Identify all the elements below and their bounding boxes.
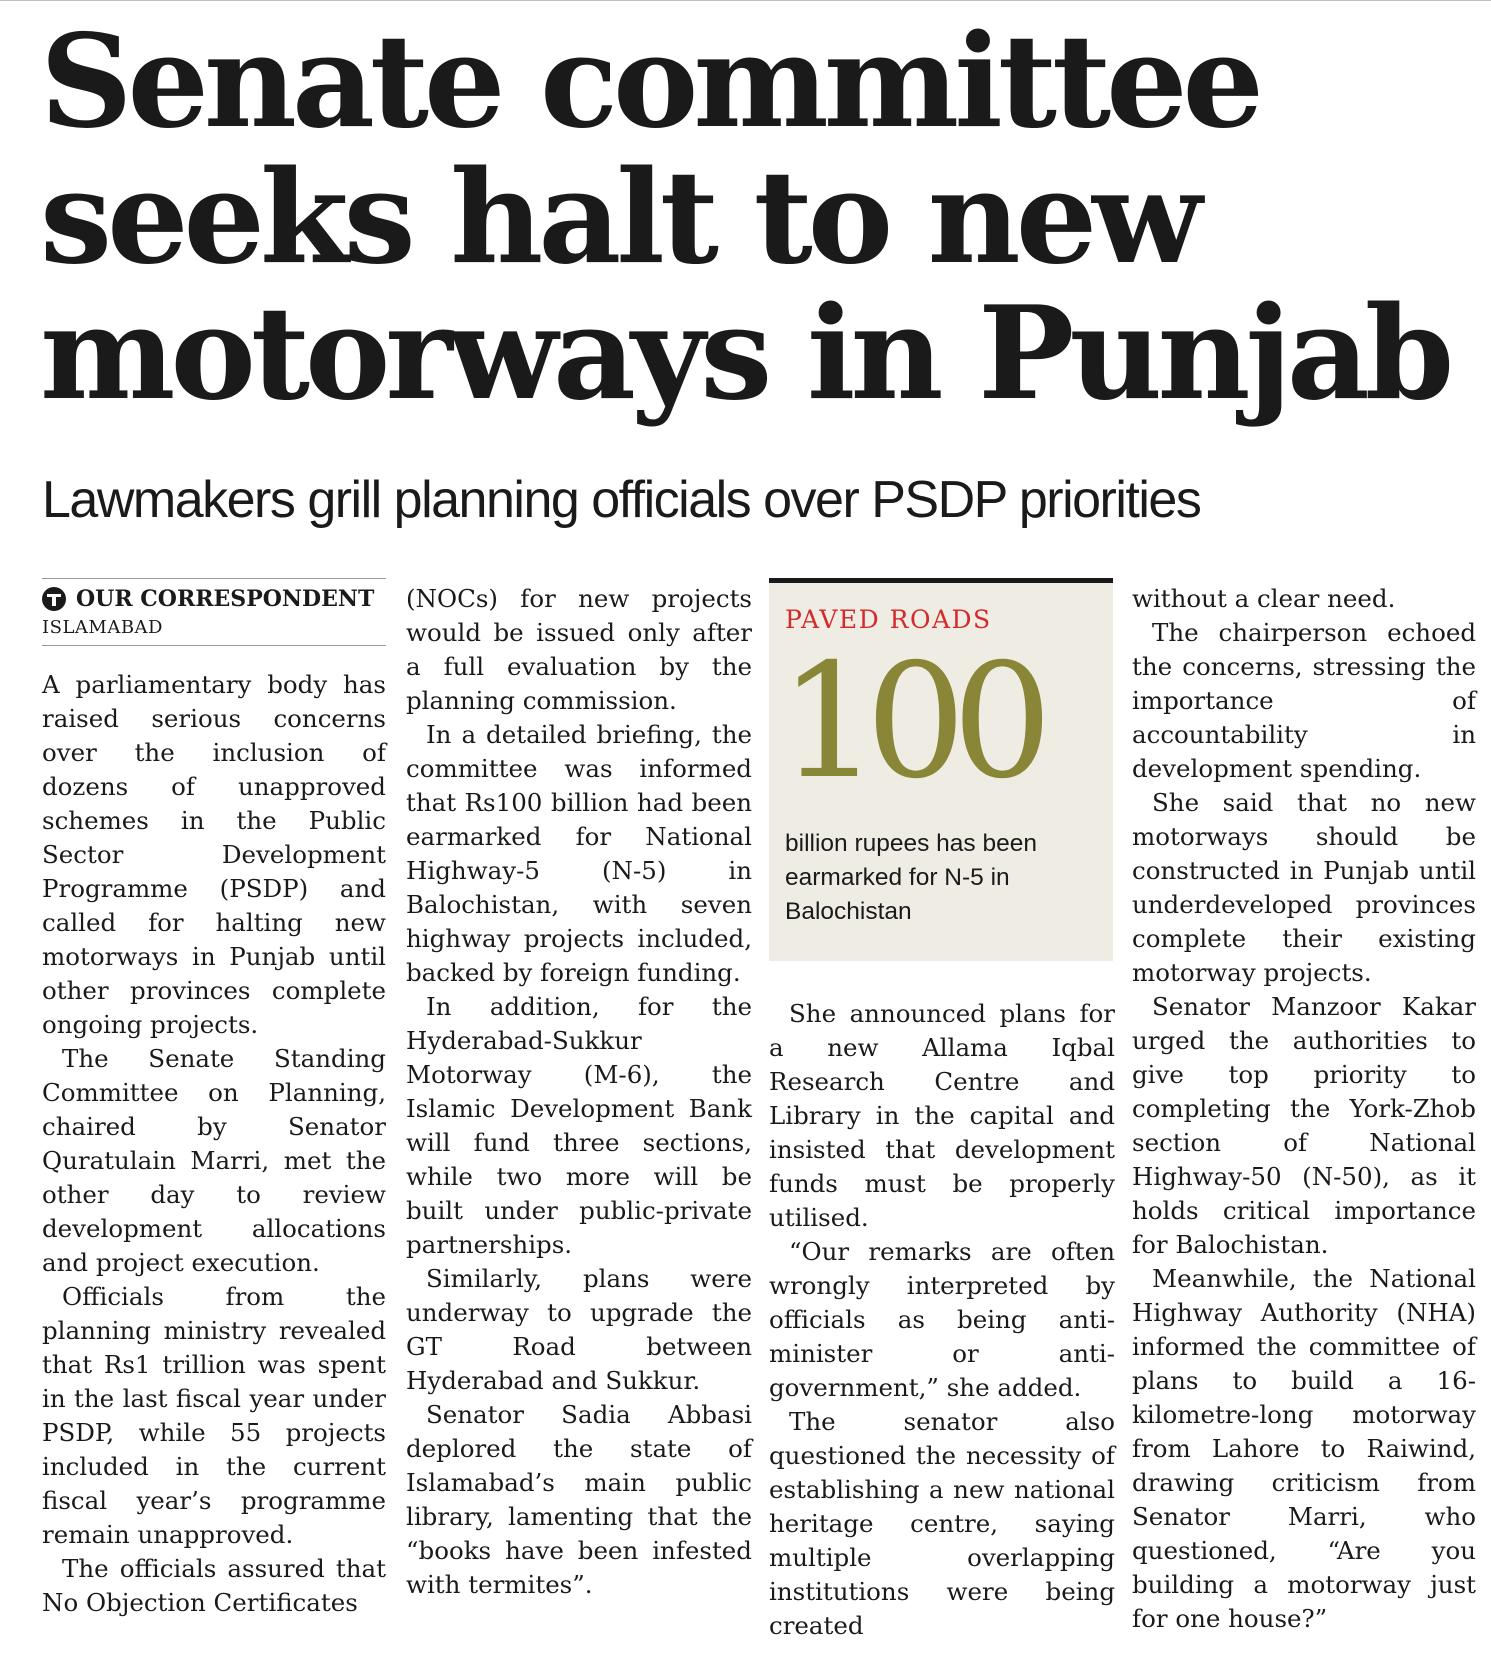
article-column-2 (406, 582, 752, 1602)
top-rule (0, 0, 1491, 1)
paragraph: Similarly, plans were underway to upgrade the GT Road between Hyderabad and Sukkur. (406, 1264, 752, 1395)
paragraph: She said that no new motorways should be constructed in Punjab until underdeveloped provinces complete their existing motorway projects. (1132, 788, 1476, 987)
paragraph: Officials from the planning ministry revealed that Rs1 trillion was spent in the last fiscal year under PSDP, while 55 projects included in the current fiscal year’s programme remain unapproved. (42, 1282, 386, 1549)
paragraph: Meanwhile, the National Highway Authority (NHA) informed the committee of plans to build a 16-kilometre-long motorway from Lahore to Raiwind, drawing criticism from Senator Marri, who questioned, “Are you building a motorway just for one house?” (1132, 1264, 1476, 1633)
pull-stat-figure: 100 (779, 630, 1039, 814)
subheadline: Lawmakers grill planning officials over PSDP priorities (42, 471, 1201, 529)
headline-line-2: seeks halt to new (40, 143, 1198, 293)
article-column-1 (42, 582, 386, 1620)
article-column-3 (769, 997, 1115, 1643)
headline-line-1: Senate committee (40, 7, 1259, 157)
paragraph: In a detailed briefing, the committee was informed that Rs100 billion had been earmarked for National Highway-5 (N-5) in Balochistan, with seven highway projects included, backed by foreign funding. (406, 720, 752, 987)
paragraph: She announced plans for a new Allama Iqbal Research Centre and Library in the capital and insisted that development funds must be properly utilised. (769, 999, 1115, 1232)
paragraph: Senator Manzoor Kakar urged the authorities to give top priority to completing the York-Zhob section of National Highway-50 (N-50), as it holds critical importance for Balochistan. (1132, 992, 1476, 1259)
byline-location: ISLAMABAD (42, 617, 163, 638)
paragraph: In addition, for the Hyderabad-Sukkur Motorway (M-6), the Islamic Development Bank will fund three sections, while two more will be built under public-private partnerships. (406, 992, 752, 1259)
paragraph-start: The senator also questioned the necessity of establishing a new national heritage centre, saying multiple overlapping institutions were being created (769, 1407, 1115, 1640)
paragraph-continued: without a clear need. (1132, 584, 1396, 613)
byline-author: OUR CORRESPONDENT (76, 586, 375, 612)
article-column-4 (1132, 582, 1476, 1636)
pull-stat-box (769, 578, 1113, 961)
paragraph-start: The officials assured that No Objection Certificates (42, 1554, 386, 1617)
byline-top-rule (42, 578, 386, 579)
paragraph-continued: (NOCs) for new projects would be issued only after a full evaluation by the planning commission. (406, 584, 752, 715)
paragraph: The chairperson echoed the concerns, stressing the importance of accountability in development spending. (1132, 618, 1476, 783)
paragraph: “Our remarks are often wrongly interpreted by officials as being anti-minister or anti-government,” she added. (769, 1237, 1115, 1402)
paragraph: The Senate Standing Committee on Planning, chaired by Senator Quratulain Marri, met the other day to review development allocations and project execution. (42, 1044, 386, 1277)
paragraph: Senator Sadia Abbasi deplored the state of Islamabad’s main public library, lamenting that the “books have been infested with termites”. (406, 1400, 752, 1599)
paragraph: A parliamentary body has raised serious concerns over the inclusion of dozens of unapproved schemes in the Public Sector Development Programme (PSDP) and called for halting new motorways in Punjab until other provinces complete ongoing projects. (42, 670, 386, 1039)
pull-stat-label: PAVED ROADS (785, 605, 992, 634)
pull-stat-caption: billion rupees has been earmarked for N-5 in Balochistan (785, 830, 1037, 925)
headline (40, 7, 1460, 429)
headline-line-3: motorways in Punjab (40, 279, 1450, 429)
